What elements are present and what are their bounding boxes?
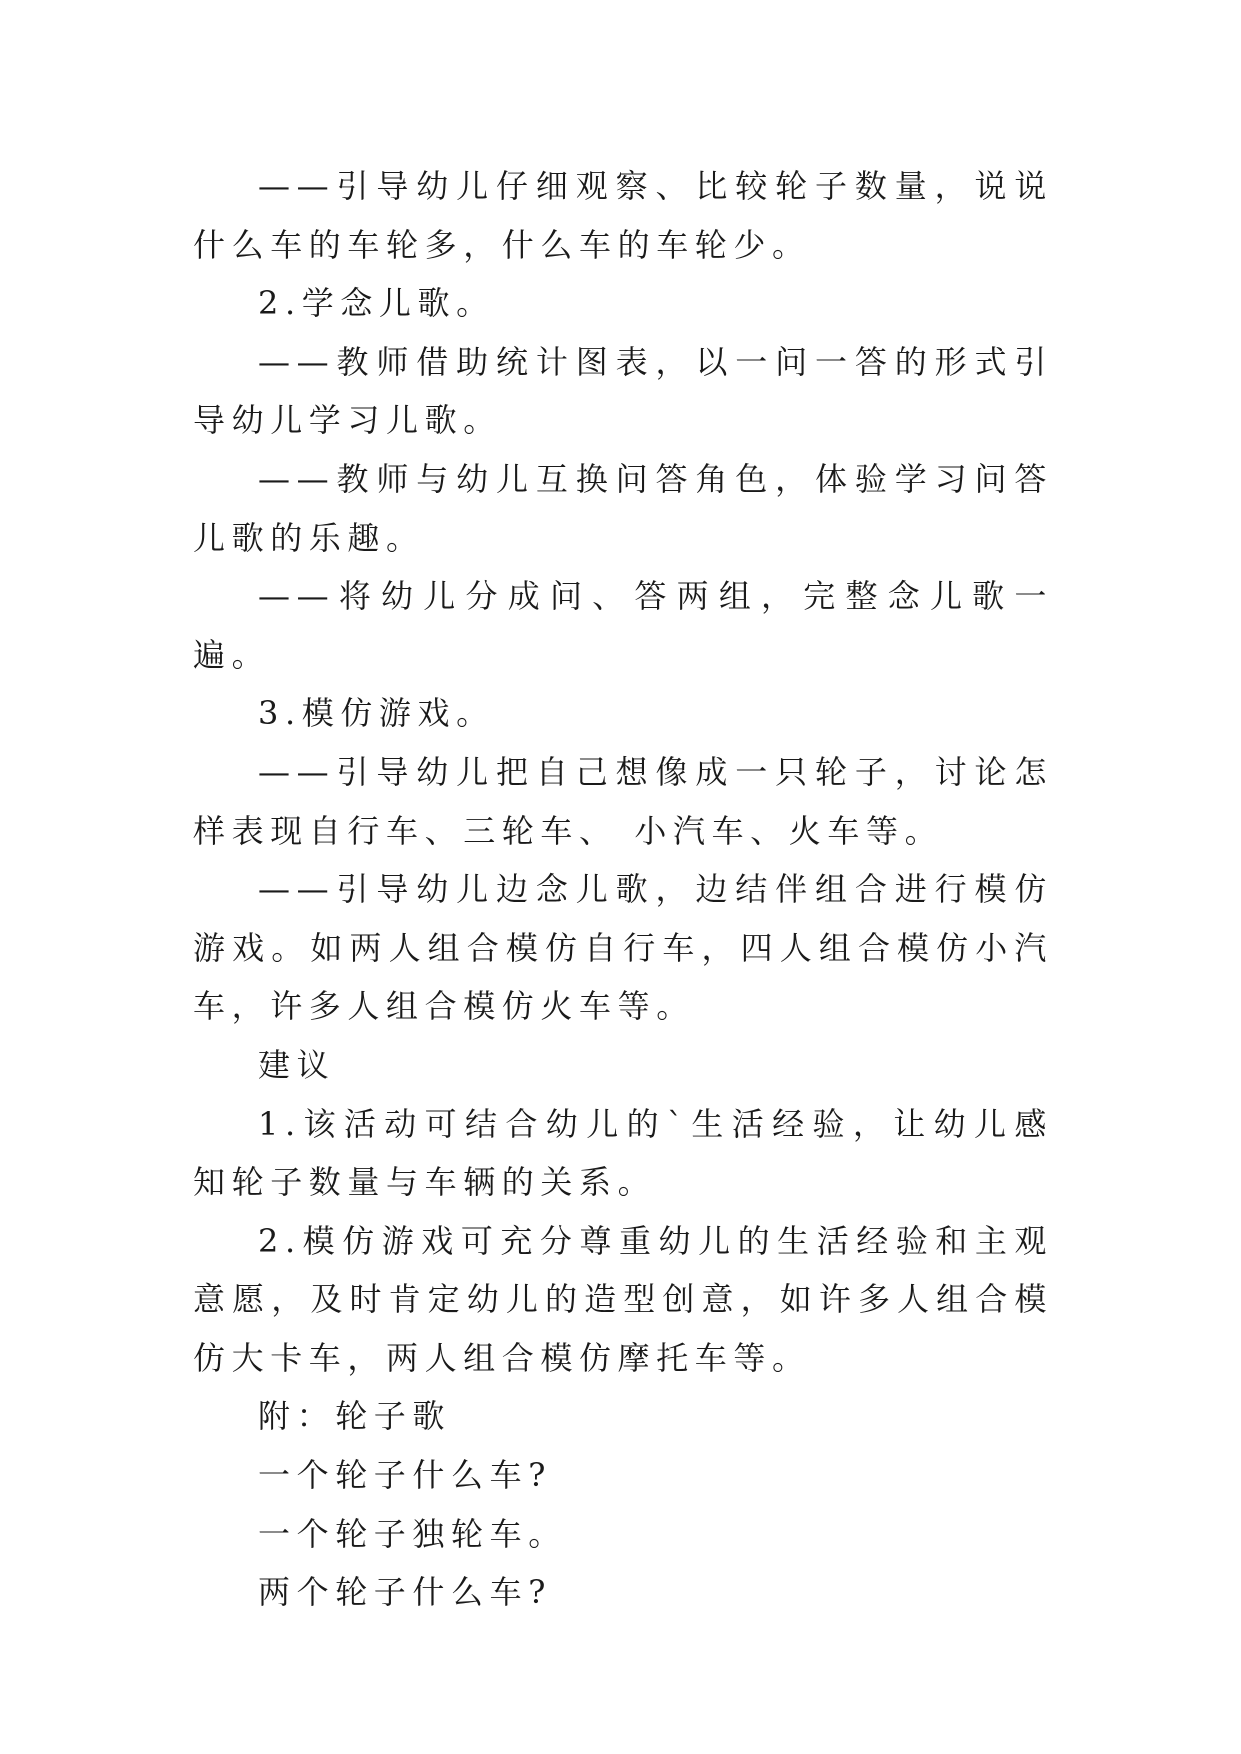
document-body — [193, 157, 1053, 1622]
rhyme-line-2: 一个轮子独轮车。 — [258, 1514, 567, 1553]
suggestion-item-2: 2.模仿游戏可充分尊重幼儿的生活经验和主观意愿，及时肯定幼儿的造型创意，如许多人组合模仿大卡车，两人组合模仿摩托车等。 — [193, 1221, 1053, 1377]
rhyme-line-1: 一个轮子什么车? — [258, 1456, 552, 1495]
rhyme-line-3: 两个轮子什么车? — [258, 1573, 552, 1612]
paragraph-group-imitation: ——引导幼儿边念儿歌，边结伴组合进行模仿游戏。如两人组合模仿自行车，四人组合模仿小汽车，许多人组合模仿火车等。 — [193, 870, 1053, 1026]
paragraph-teacher-chart: ——教师借助统计图表，以一问一答的形式引导幼儿学习儿歌。 — [193, 342, 1053, 440]
appendix-title: 附：轮子歌 — [258, 1397, 452, 1436]
heading-imitation-game: 3.模仿游戏。 — [258, 694, 495, 733]
suggestion-item-1: 1.该活动可结合幼儿的`生活经验，让幼儿感知轮子数量与车辆的关系。 — [193, 1104, 1053, 1202]
paragraph-observe-wheels: ——引导幼儿仔细观察、比较轮子数量，说说什么车的车轮多，什么车的车轮少。 — [193, 167, 1053, 264]
heading-suggestions: 建议 — [258, 1045, 336, 1084]
paragraph-swap-roles: ——教师与幼儿互换问答角色，体验学习问答儿歌的乐趣。 — [193, 459, 1053, 557]
heading-learn-rhyme: 2.学念儿歌。 — [258, 284, 495, 323]
paragraph-two-groups: ——将幼儿分成问、答两组，完整念儿歌一遍。 — [193, 577, 1053, 674]
paragraph-imagine-wheel: ——引导幼儿把自己想像成一只轮子，讨论怎样表现自行车、三轮车、 小汽车、火车等。 — [193, 752, 1053, 850]
